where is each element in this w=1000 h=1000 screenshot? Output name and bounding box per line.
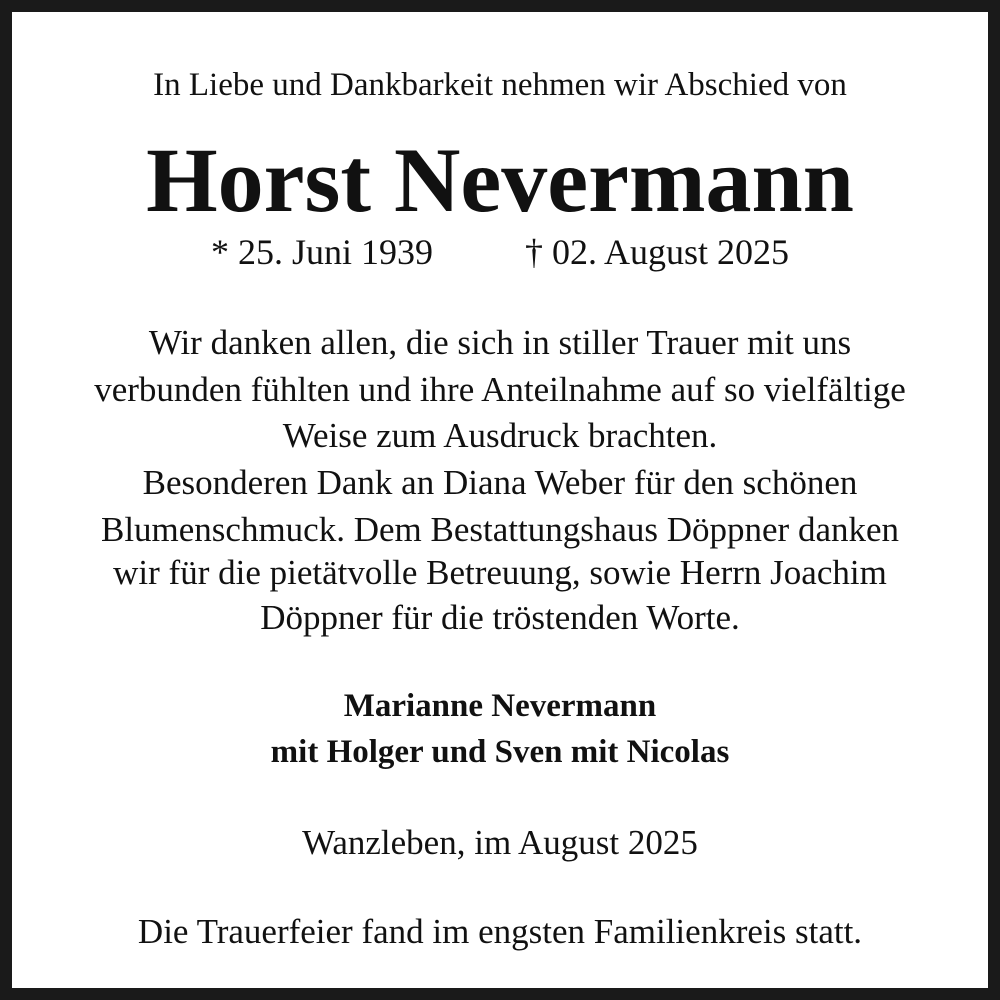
deceased-name: Horst Nevermann <box>146 129 854 231</box>
life-dates <box>24 234 976 270</box>
signer-family: mit Holger und Sven mit Nicolas <box>270 734 730 770</box>
closing-note: Die Trauerfeier fand im engsten Familienkreis statt. <box>137 912 863 951</box>
body-line: Weise zum Ausdruck brachten. <box>282 416 718 455</box>
signer-name: Marianne Nevermann <box>343 688 657 724</box>
body-line: Blumenschmuck. Dem Bestattungshaus Döppner danken <box>100 510 900 549</box>
body-line: Wir danken allen, die sich in stiller Trauer mit uns <box>148 323 852 362</box>
intro-text: In Liebe und Dankbarkeit nehmen wir Abschied von <box>153 67 847 103</box>
death-date: † 02. August 2025 <box>524 232 790 272</box>
body-line: Döppner für die tröstenden Worte. <box>260 598 740 637</box>
place-date: Wanzleben, im August 2025 <box>302 823 698 862</box>
body-line: wir für die pietätvolle Betreuung, sowie Herrn Joachim <box>113 553 887 592</box>
body-line: Besonderen Dank an Diana Weber für den schönen <box>142 463 858 502</box>
birth-date: * 25. Juni 1939 <box>210 232 433 272</box>
body-line: verbunden fühlten und ihre Anteilnahme auf so vielfältige <box>94 370 906 409</box>
